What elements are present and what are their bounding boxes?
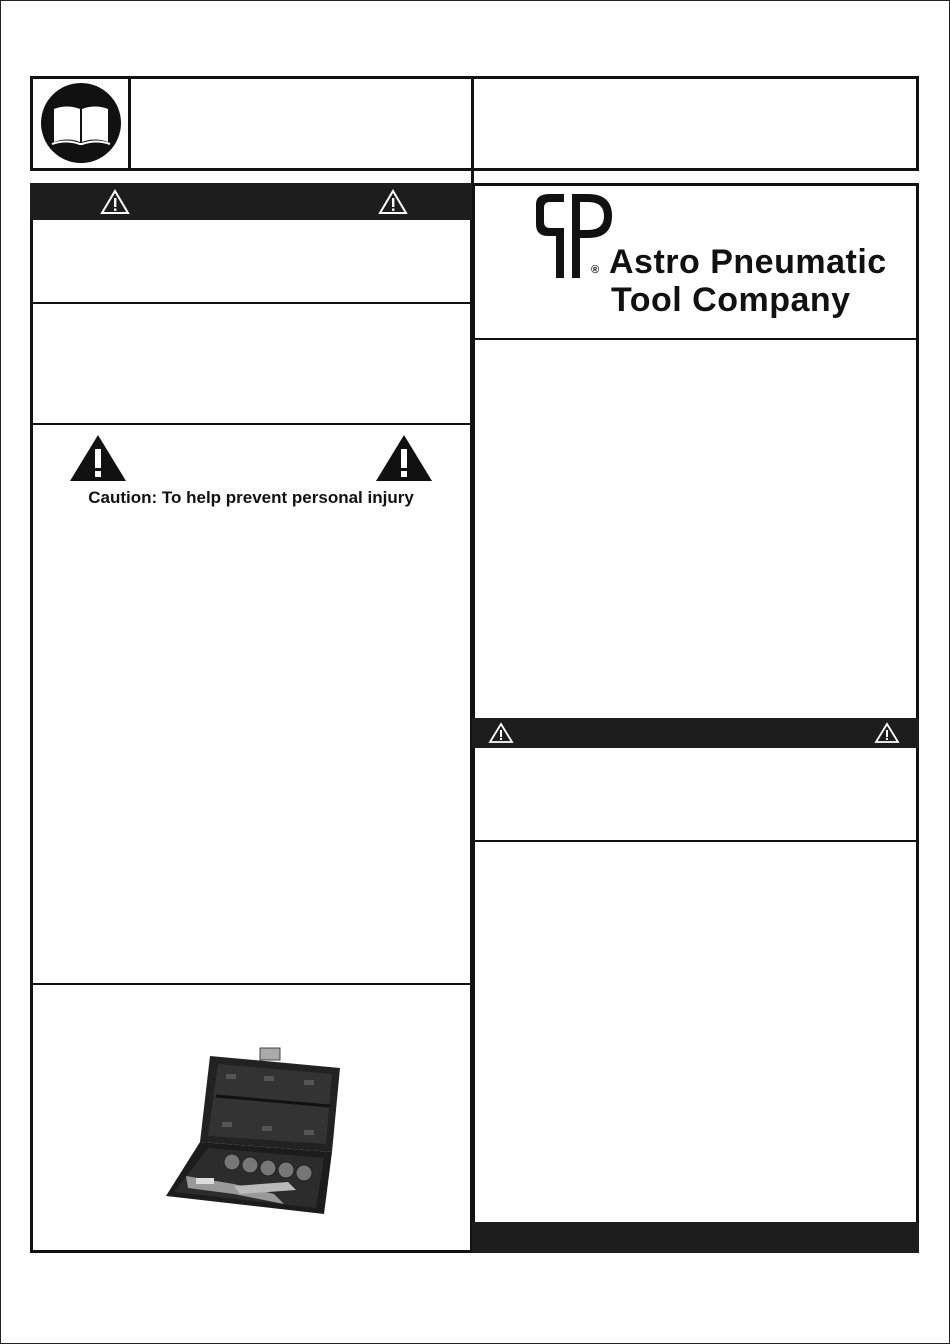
right-warning-bar	[472, 718, 919, 748]
brand-name: Astro Pneumatic	[609, 243, 887, 281]
header-divider-icon	[128, 76, 131, 171]
divider	[472, 840, 919, 842]
registered-mark: ®	[591, 264, 600, 276]
warning-triangle-icon	[374, 433, 434, 483]
brand-name-line2: Tool Company	[611, 281, 851, 319]
divider	[30, 423, 473, 425]
warning-triangle-icon	[378, 189, 408, 215]
product-case-image	[164, 1044, 344, 1216]
divider	[472, 338, 919, 340]
right-footer-bar	[472, 1222, 919, 1253]
caution-heading: Caution: To help prevent personal injury	[88, 488, 414, 507]
read-manual-icon	[40, 82, 122, 164]
warning-triangle-icon	[68, 433, 128, 483]
warning-triangle-icon	[488, 722, 514, 744]
divider	[30, 302, 473, 304]
warning-triangle-icon	[874, 722, 900, 744]
header-box	[30, 76, 919, 171]
divider	[30, 983, 473, 985]
warning-triangle-icon	[100, 189, 130, 215]
astro-logo-icon	[528, 192, 618, 282]
